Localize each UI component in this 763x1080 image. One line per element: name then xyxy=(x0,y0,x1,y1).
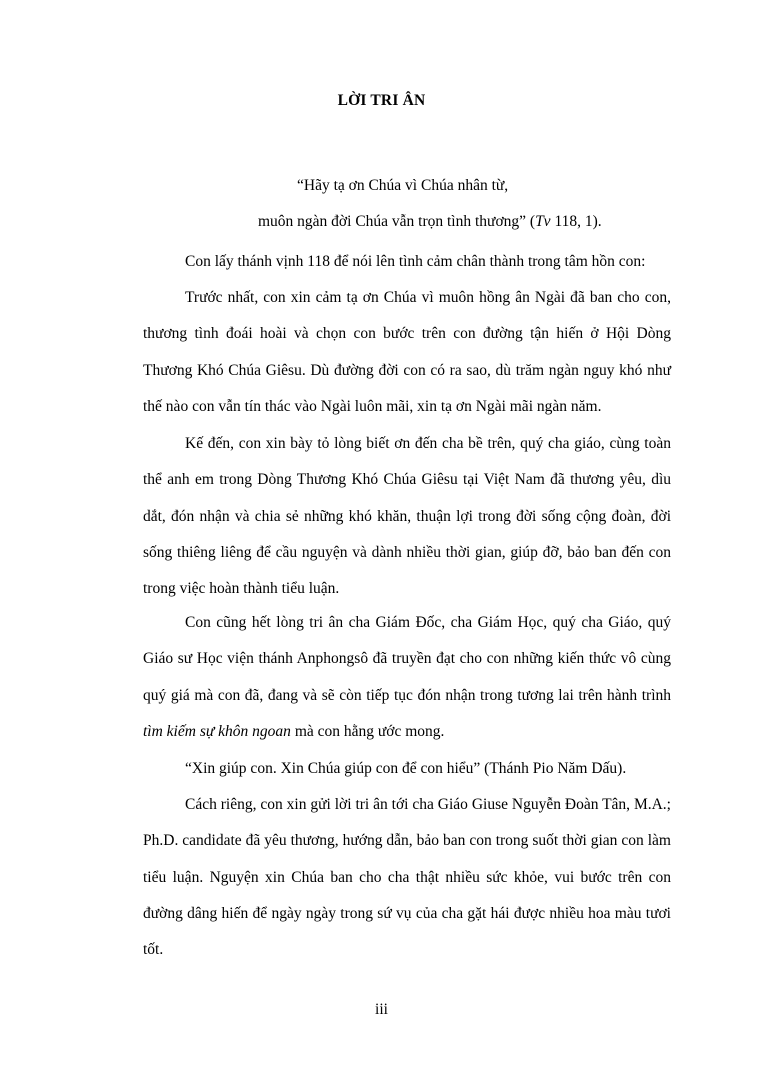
epigraph-citation-ref: 118, 1). xyxy=(550,213,602,230)
epigraph-line-1: “Hãy tạ ơn Chúa vì Chúa nhân từ, xyxy=(297,177,509,194)
paragraph-3: Kế đến, con xin bày tỏ lòng biết ơn đến cha bề trên, quý cha giáo, cùng toàn thể anh em trong Dòng Thương Khó Chúa Giêsu tại Việt Nam đã thương yêu, dìu dắt, đón nhận và chia sẻ những khó khăn, thuận lợi trong đời sống cộng đoàn, đời sống thiêng liêng để cầu nguyện và dành nhiều thời gian, giúp đỡ, bảo ban đến con trong việc hoàn thành tiểu luận. xyxy=(143,435,671,598)
paragraph-6: Cách riêng, con xin gửi lời tri ân tới cha Giáo Giuse Nguyễn Đoàn Tân, M.A.; Ph.D. candidate đã yêu thương, hướng dẫn, bảo ban con trong suốt thời gian con làm tiểu luận. Nguyện xin Chúa ban cho cha thật nhiều sức khỏe, vui bước trên con đường dâng hiến để ngày ngày trong sứ vụ của cha gặt hái được nhiều hoa màu tươi tốt. xyxy=(143,796,671,959)
epigraph-citation-book: Tv xyxy=(535,213,551,230)
epigraph-line-2-text: muôn ngàn đời Chúa vẫn trọn tình thương” ( xyxy=(258,213,536,230)
paragraph-4-text: Con cũng hết lòng tri ân cha Giám Đốc, cha Giám Học, quý cha Giáo, quý Giáo sư Học viện thánh Anphongsô đã truyền đạt cho con những kiến thức vô cùng quý giá mà con đã, đang và sẽ còn tiếp tục đón nhận trong tương lai trên hành trình xyxy=(143,614,671,704)
paragraph-5: “Xin giúp con. Xin Chúa giúp con để con hiểu” (Thánh Pio Năm Dấu). xyxy=(185,760,627,777)
paragraph-4-italic: tìm kiếm sự khôn ngoan xyxy=(143,722,291,740)
page-title: LỜI TRI ÂN xyxy=(337,92,426,109)
paragraph-4 xyxy=(143,605,671,750)
paragraph-2: Trước nhất, con xin cảm tạ ơn Chúa vì muôn hồng ân Ngài đã ban cho con, thương tình đoái hoài và chọn con bước trên con đường tận hiến ở Hội Dòng Thương Khó Chúa Giêsu. Dù đường đời con có ra sao, dù trăm ngàn nguy khó như thế nào con vẫn tín thác vào Ngài luôn mãi, xin tạ ơn Ngài mãi ngàn năm. xyxy=(143,289,671,415)
paragraph-4-end: mà con hằng ước mong. xyxy=(290,722,445,740)
epigraph-line-2 xyxy=(258,212,602,232)
page-number: iii xyxy=(375,1001,388,1018)
paragraph-1: Con lấy thánh vịnh 118 để nói lên tình cảm chân thành trong tâm hồn con: xyxy=(185,253,646,270)
